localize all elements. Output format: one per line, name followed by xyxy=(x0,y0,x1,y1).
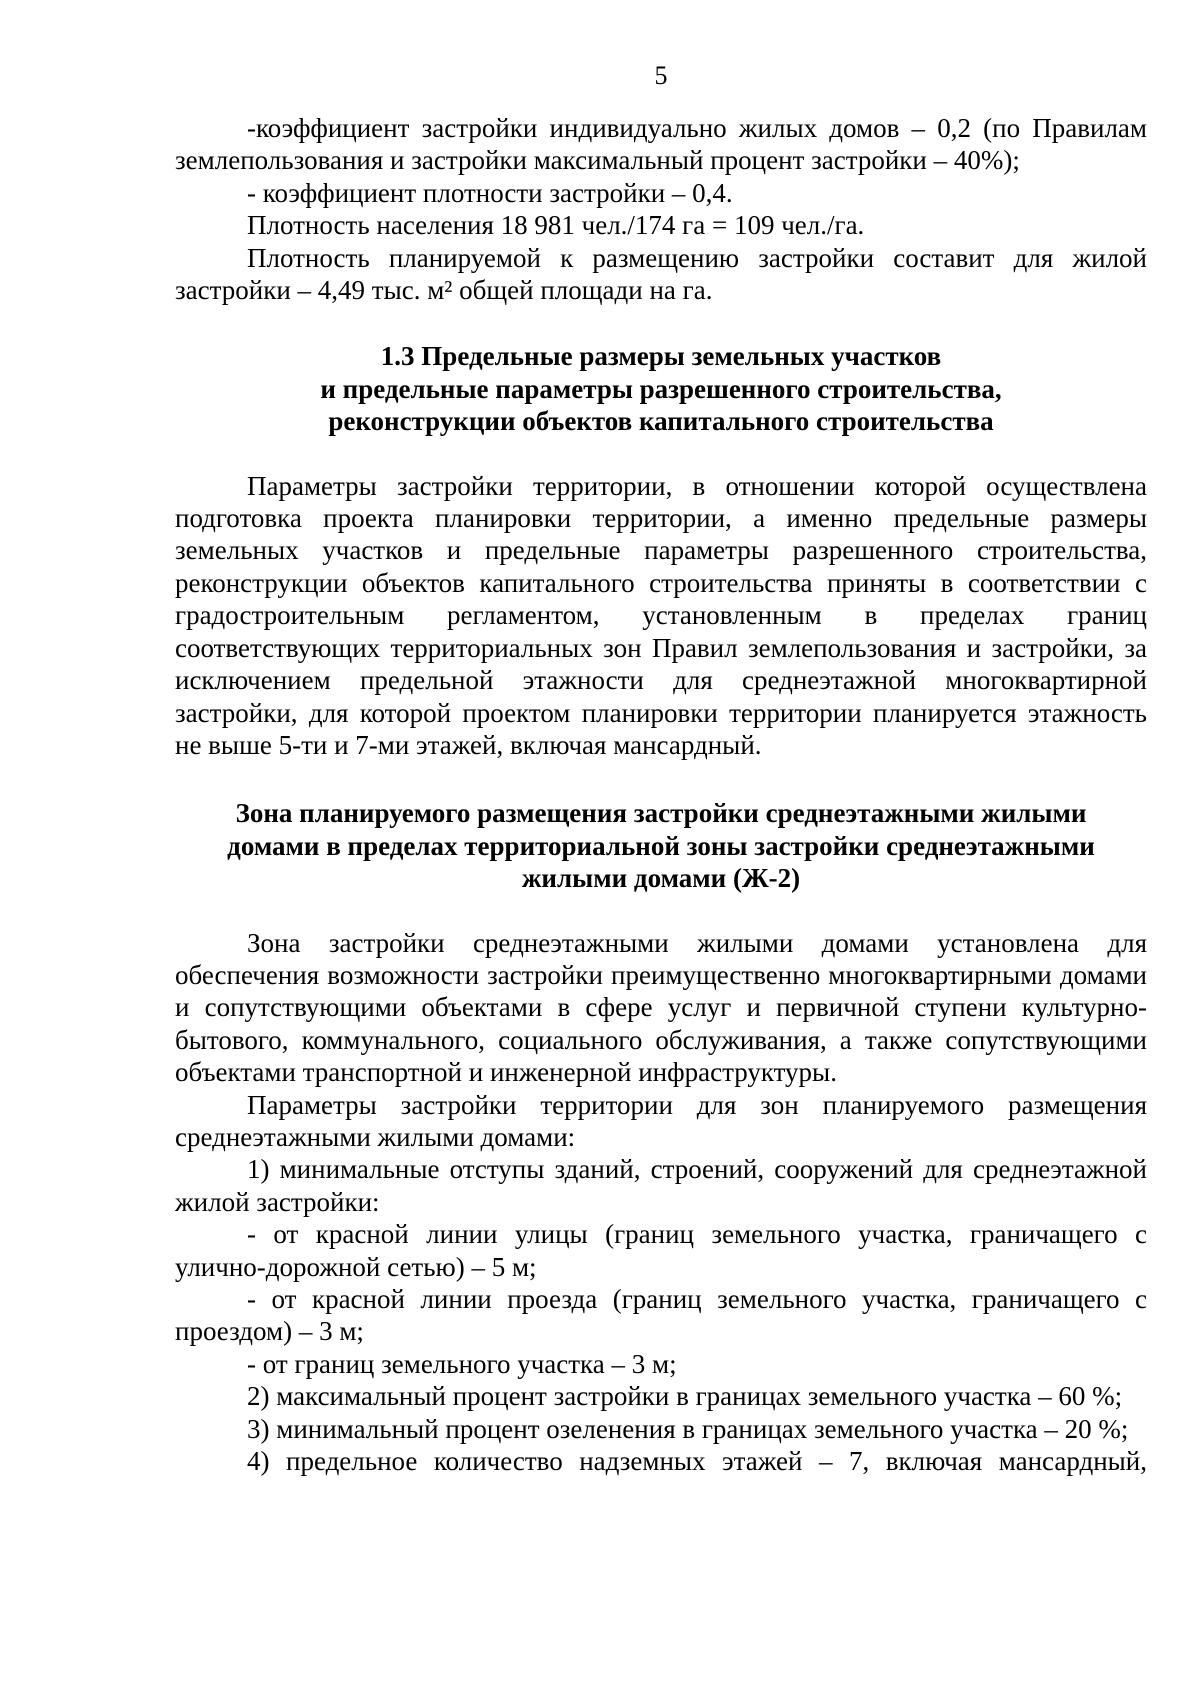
heading-line: реконструкции объектов капитального строительства xyxy=(328,406,994,437)
paragraph-zone-purpose: Зона застройки среднеэтажными жилыми домами установлена для обеспечения возможности застройки преимущественно многоквартирными домами и сопутствующими объектами в сфере услуг и первичной ступени культурно-бытового, коммунального, социального обслуживания, а также сопутствующими объектами транспортной и инженерной инфраструктуры. xyxy=(175,927,1147,1088)
section-heading-1-3 xyxy=(175,340,1147,437)
section-heading-zone-zh2 xyxy=(175,797,1147,894)
list-item-minimum-setbacks: 1) минимальные отступы зданий, строений, сооружений для среднеэтажной жилой застройки: xyxy=(175,1154,1147,1217)
heading-line: Зона планируемого размещения застройки среднеэтажными жилыми xyxy=(235,798,1087,829)
list-item-driveway-setback: - от красной линии проезда (границ земельного участка, граничащего с проездом) – 3 м; xyxy=(175,1284,1147,1347)
list-item-max-building-percent: 2) максимальный процент застройки в границах земельного участка – 60 %; xyxy=(247,1381,1123,1412)
heading-line: 1.3 Предельные размеры земельных участков xyxy=(380,341,942,372)
zone-body xyxy=(175,927,1147,1478)
intro-block xyxy=(175,112,1147,306)
paragraph-planned-density: Плотность планируемой к размещению застройки составит для жилой застройки – 4,49 тыс. м² общей площади на га. xyxy=(175,242,1147,306)
list-item-street-setback: - от красной линии улицы (границ земельного участка, граничащего с улично-дорожной сетью) – 5 м; xyxy=(175,1219,1147,1282)
paragraph-density-coefficient: - коэффициент плотности застройки – 0,4. xyxy=(247,177,733,208)
page-number: 5 xyxy=(654,61,668,90)
paragraph-population-density: Плотность населения 18 981 чел./174 га = 109 чел./га. xyxy=(247,210,865,241)
heading-line: жилыми домами (Ж-2) xyxy=(521,863,801,894)
list-item-min-greening-percent: 3) минимальный процент озеленения в границах земельного участка – 20 %; xyxy=(247,1413,1129,1444)
list-item-max-floors: 4) предельное количество надземных этажей – 7, включая мансардный, xyxy=(247,1446,1147,1477)
heading-line: и предельные параметры разрешенного строительства, xyxy=(320,373,1002,404)
paragraph-construction-parameters: Параметры застройки территории, в отношении которой осуществлена подготовка проекта планировки территории, а именно предельные размеры земельных участков и предельные параметры разрешенного строительства, реконструкции объектов капитального строительства приняты в соответствии с градостроительным регламентом, установленным в пределах границ соответствующих территориальных зон Правил землепользования и застройки, за исключением предельной этажности для среднеэтажной многоквартирной застройки, для которой проектом планировки территории планируется этажность не выше 5-ти и 7-ми этажей, включая мансардный. xyxy=(175,470,1147,760)
paragraph-building-coefficient: -коэффициент застройки индивидуально жилых домов – 0,2 (по Правилам землепользования и застройки максимальный процент застройки – 40%); xyxy=(175,113,1147,176)
document-page xyxy=(175,60,1147,1477)
list-item-plot-boundary-setback: - от границ земельного участка – 3 м; xyxy=(247,1348,677,1379)
heading-line: домами в пределах территориальной зоны застройки среднеэтажными xyxy=(227,830,1095,861)
paragraph-zone-parameters-intro: Параметры застройки территории для зон планируемого размещения среднеэтажными жилыми домами: xyxy=(175,1089,1147,1152)
